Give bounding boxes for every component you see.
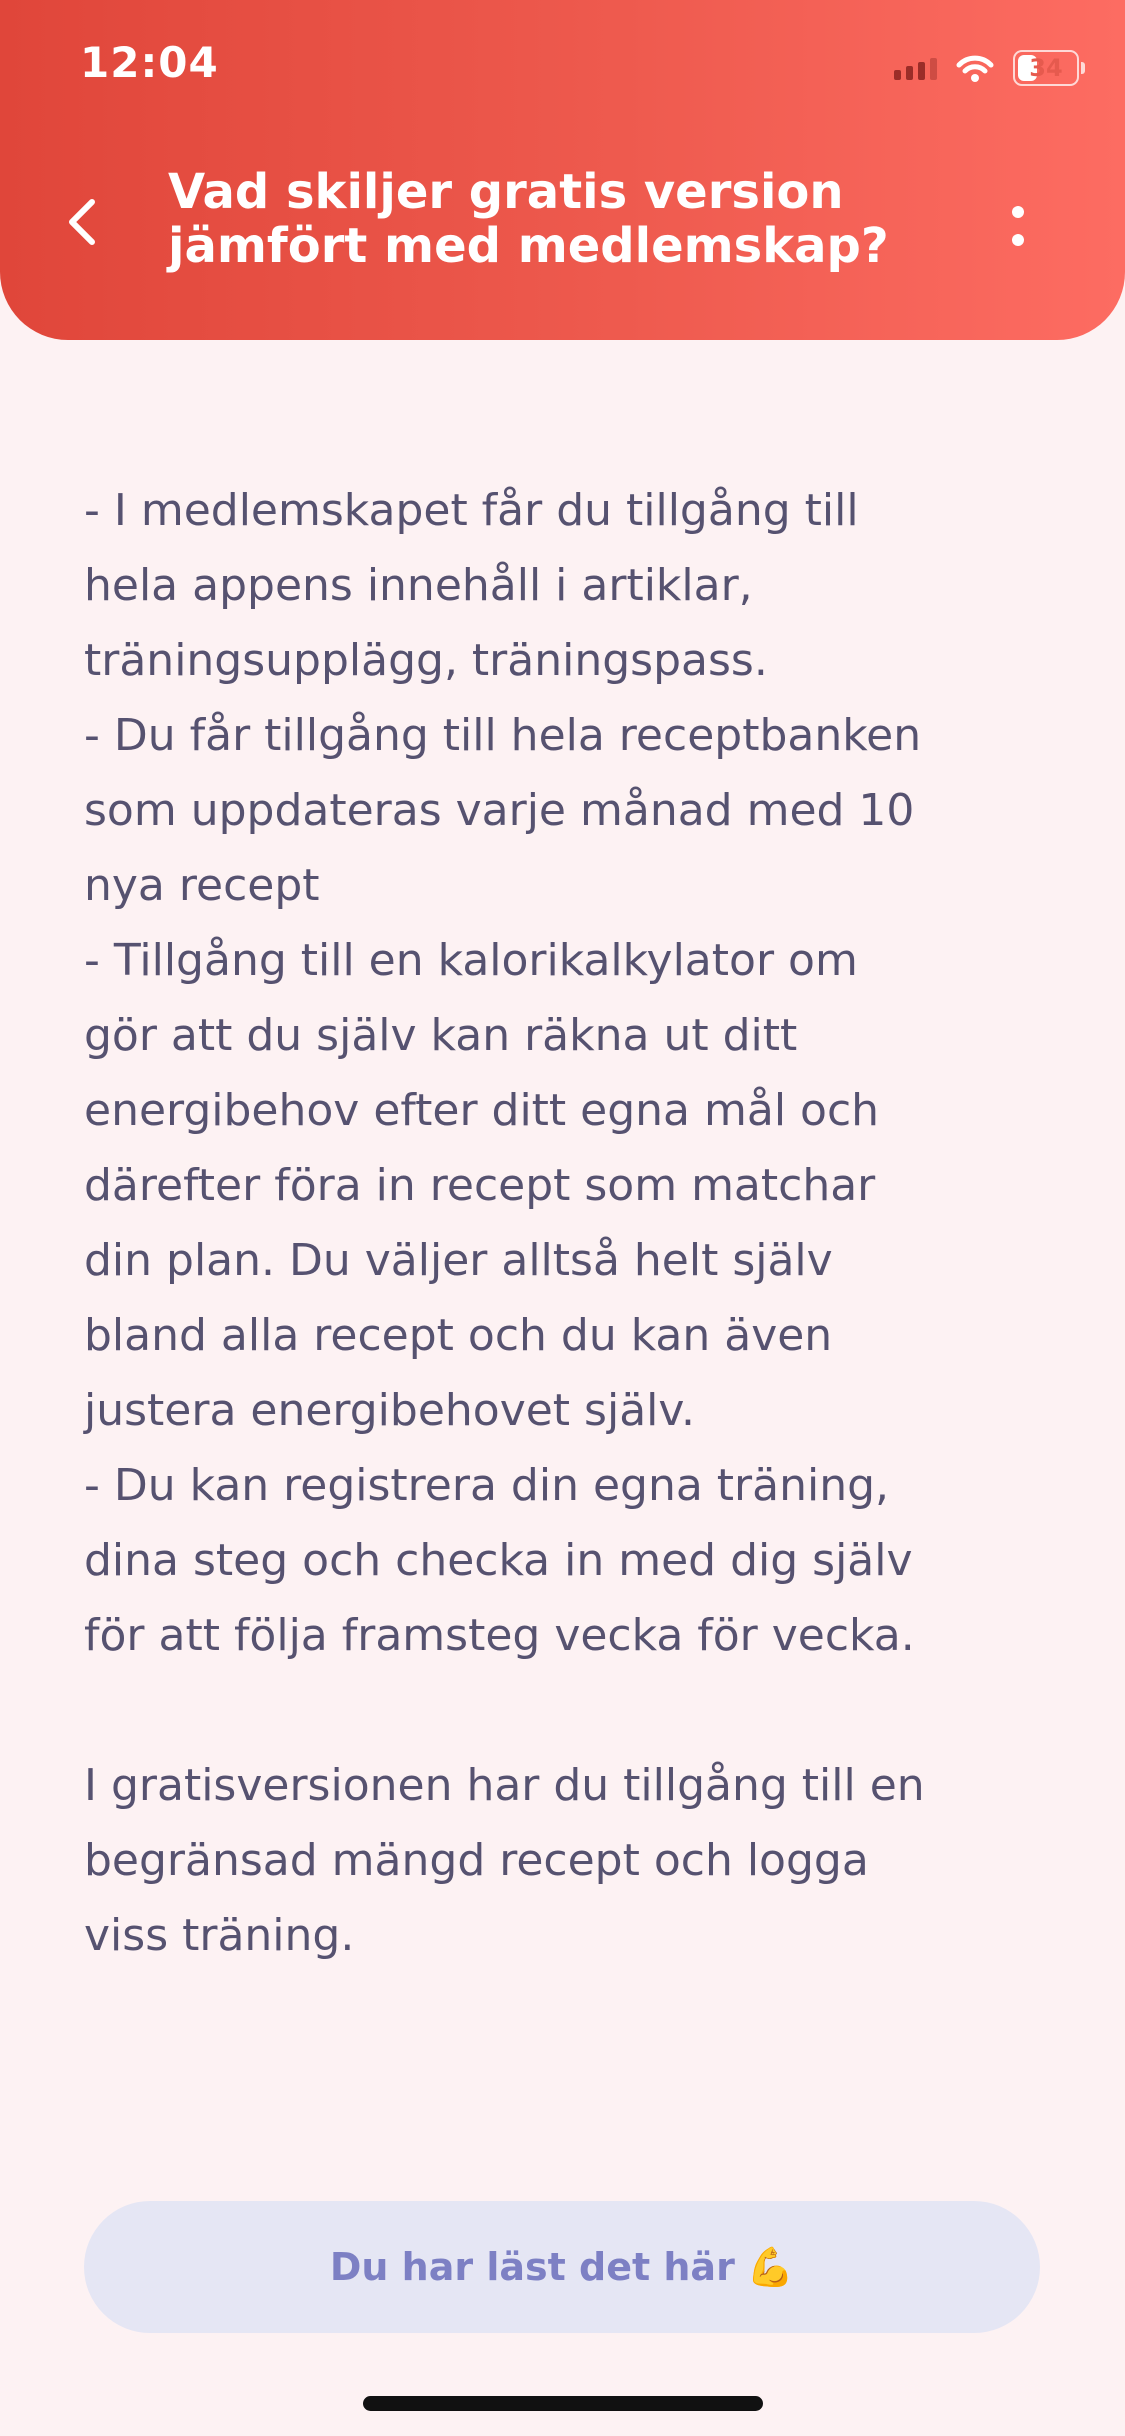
article-line: för att följa framsteg vecka för vecka. xyxy=(84,1610,915,1661)
wifi-icon xyxy=(955,53,995,83)
article-line: viss träning. xyxy=(84,1910,355,1961)
battery-icon xyxy=(1013,50,1079,86)
article-line: nya recept xyxy=(84,860,320,911)
article-line: I gratisversionen har du tillgång till en xyxy=(84,1760,925,1811)
back-button[interactable] xyxy=(54,186,110,258)
article-line: - I medlemskapet får du tillgång till xyxy=(84,485,859,536)
mark-as-read-button[interactable] xyxy=(84,2201,1040,2333)
battery-level: 34 xyxy=(1029,54,1063,82)
article-line: dina steg och checka in med dig själv xyxy=(84,1535,913,1586)
signal-icon xyxy=(894,56,937,80)
page-title-line: Vad skiljer gratis version xyxy=(168,164,844,220)
more-options-button[interactable] xyxy=(990,190,1046,262)
paragraph-gap xyxy=(84,1673,1074,1748)
article-line: - Du får tillgång till hela receptbanken xyxy=(84,710,922,761)
article-line: träningsupplägg, träningspass. xyxy=(84,635,768,686)
article-body xyxy=(84,473,1074,1973)
article-line: därefter föra in recept som matchar xyxy=(84,1160,876,1211)
more-vertical-icon xyxy=(1008,198,1028,254)
page-title-line: jämfört med medlemskap? xyxy=(168,218,889,274)
article-line: bland alla recept och du kan även xyxy=(84,1310,833,1361)
mark-as-read-label: Du har läst det här xyxy=(329,2245,735,2289)
article-line: justera energibehovet själv. xyxy=(84,1385,695,1436)
article-line: din plan. Du väljer alltså helt själv xyxy=(84,1235,833,1286)
article-line: hela appens innehåll i artiklar, xyxy=(84,560,753,611)
article-line: som uppdateras varje månad med 10 xyxy=(84,785,915,836)
status-time: 12:04 xyxy=(80,38,219,87)
article-line: - Tillgång till en kalorikalkylator om xyxy=(84,935,858,986)
status-icons xyxy=(894,50,1079,86)
article-line: begränsad mängd recept och logga xyxy=(84,1835,869,1886)
flexed-biceps-icon: 💪 xyxy=(746,2245,795,2289)
header-bar xyxy=(0,0,1125,340)
article-line: - Du kan registrera din egna träning, xyxy=(84,1460,889,1511)
article-line: gör att du själv kan räkna ut ditt xyxy=(84,1010,798,1061)
battery-cap xyxy=(1081,62,1085,74)
article-line: energibehov efter ditt egna mål och xyxy=(84,1085,880,1136)
page-title xyxy=(168,165,948,273)
chevron-left-icon xyxy=(62,194,102,250)
home-indicator[interactable] xyxy=(363,2396,763,2411)
